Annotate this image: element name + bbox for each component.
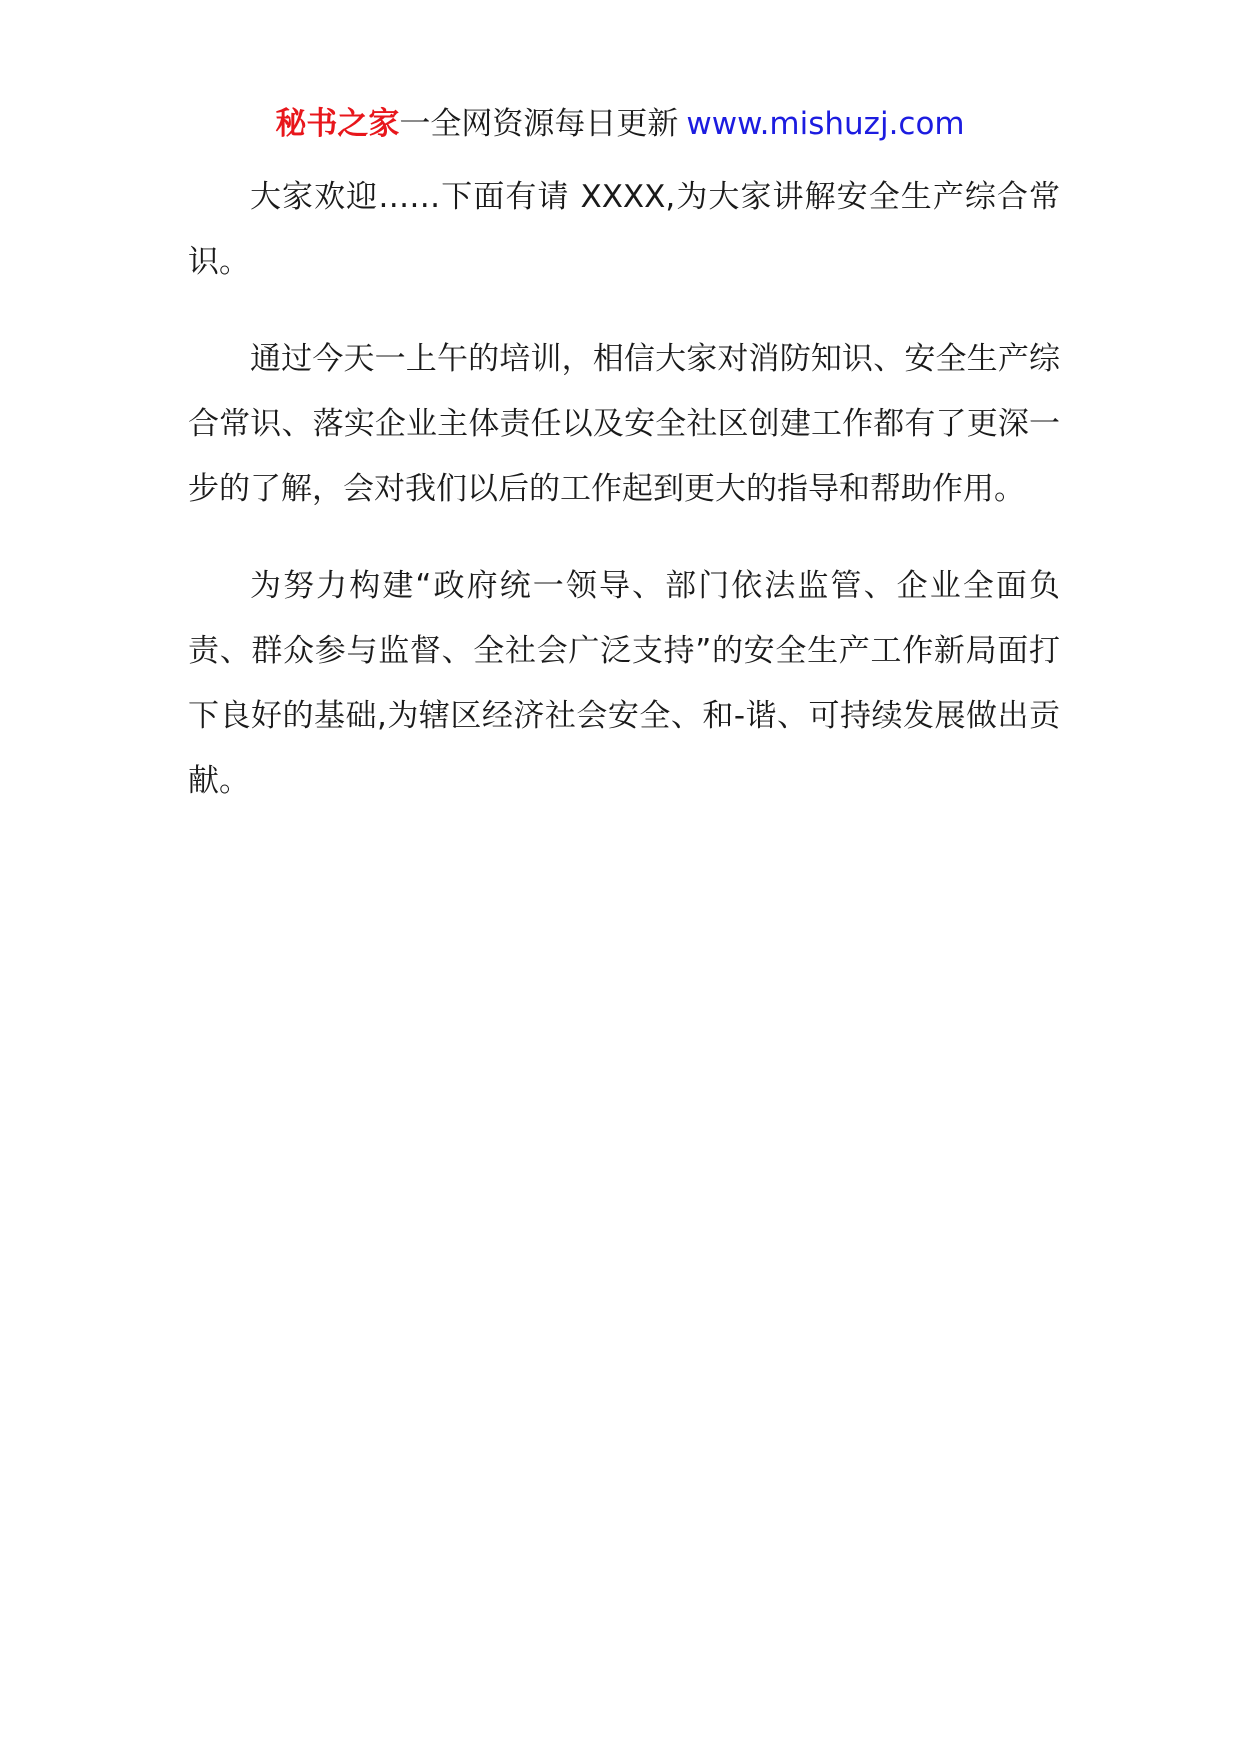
paragraph-intro: 大家欢迎……下面有请 XXXX,为大家讲解安全生产综合常识。 (188, 179, 1060, 280)
brand-name: 秘书之家 (275, 106, 400, 142)
paragraph-training: 通过今天一上午的培训，相信大家对消防知识、安全生产综合常识、落实企业主体责任以及安全社区创建工作都有了更深一步的了解，会对我们以后的工作起到更大的指导和帮助作用。 (188, 341, 1060, 507)
header-tagline: 一全网资源每日更新 (399, 106, 679, 142)
document-body (188, 165, 1060, 846)
site-header (0, 100, 1240, 148)
site-url-link[interactable]: www.mishuzj.com (686, 106, 965, 142)
paragraph-goal: 为努力构建“政府统一领导、部门依法监管、企业全面负责、群众参与监督、全社会广泛支持”的安全生产工作新局面打下良好的基础,为辖区经济社会安全、和-谐、可持续发展做出贡献。 (188, 568, 1060, 799)
